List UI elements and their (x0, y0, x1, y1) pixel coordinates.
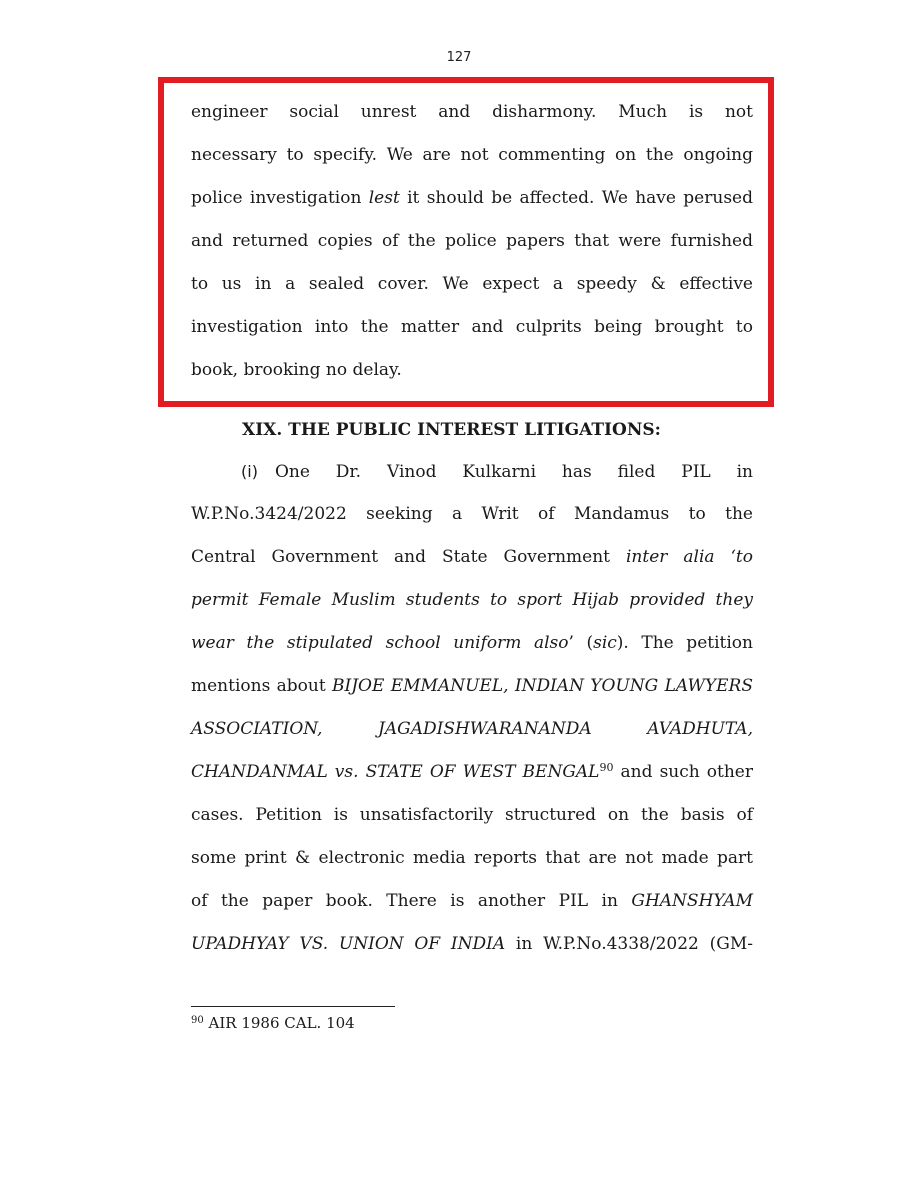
paragraph-line: engineer social unrest and disharmony. Much is not (191, 102, 753, 122)
paragraph-line: permit Female Muslim students to sport Hijab provided they (191, 590, 753, 610)
footnote-text: AIR 1986 CAL. 104 (203, 1014, 355, 1032)
footnote-number: 90 (191, 1015, 204, 1026)
footnote-ref: 90 (599, 761, 614, 774)
page-number: 127 (446, 50, 472, 65)
footnote (191, 1014, 355, 1032)
highlighted-paragraph (191, 91, 753, 392)
paragraph-line: book, brooking no delay. (191, 360, 402, 380)
paragraph-line: W.P.No.3424/2022 seeking a Writ of Mandamus to the (191, 504, 753, 524)
italic-term: lest (368, 188, 400, 208)
section-heading: XIX. THE PUBLIC INTEREST LITIGATIONS: (242, 420, 661, 440)
paragraph-line: investigation into the matter and culprits being brought to (191, 317, 753, 337)
paragraph-line: to us in a sealed cover. We expect a speedy & effective (191, 274, 753, 294)
paragraph-line: some print & electronic media reports that are not made part (191, 848, 753, 868)
paragraph-line: (i) One Dr. Vinod Kulkarni has filed PIL in (241, 462, 753, 482)
paragraph-line: mentions about BIJOE EMMANUEL, INDIAN YOUNG LAWYERS (191, 676, 753, 696)
paragraph-line: CHANDANMAL vs. STATE OF WEST BENGAL$^{90}$ and such other (191, 761, 753, 782)
paragraph-line: UPADHYAY VS. UNION OF INDIA in W.P.No.4338/2022 (GM- (191, 934, 754, 954)
paragraph-line: and returned copies of the police papers that were furnished (191, 231, 753, 251)
item-marker: (i) (241, 462, 258, 481)
paragraph-line: of the paper book. There is another PIL in GHANSHYAM (191, 891, 753, 911)
paragraph-line: wear the stipulated school uniform also’ (sic). The petition (191, 633, 753, 653)
pil-paragraph (191, 450, 753, 966)
paragraph-line: police investigation lest it should be affected. We have perused (191, 188, 753, 208)
paragraph-line: ASSOCIATION, JAGADISHWARANANDA AVADHUTA, (191, 719, 753, 739)
footnote-divider (191, 1006, 395, 1007)
paragraph-line: necessary to specify. We are not commenting on the ongoing (191, 145, 753, 165)
paragraph-line: Central Government and State Government inter alia ‘to (191, 547, 753, 567)
paragraph-line: cases. Petition is unsatisfactorily structured on the basis of (191, 805, 753, 825)
